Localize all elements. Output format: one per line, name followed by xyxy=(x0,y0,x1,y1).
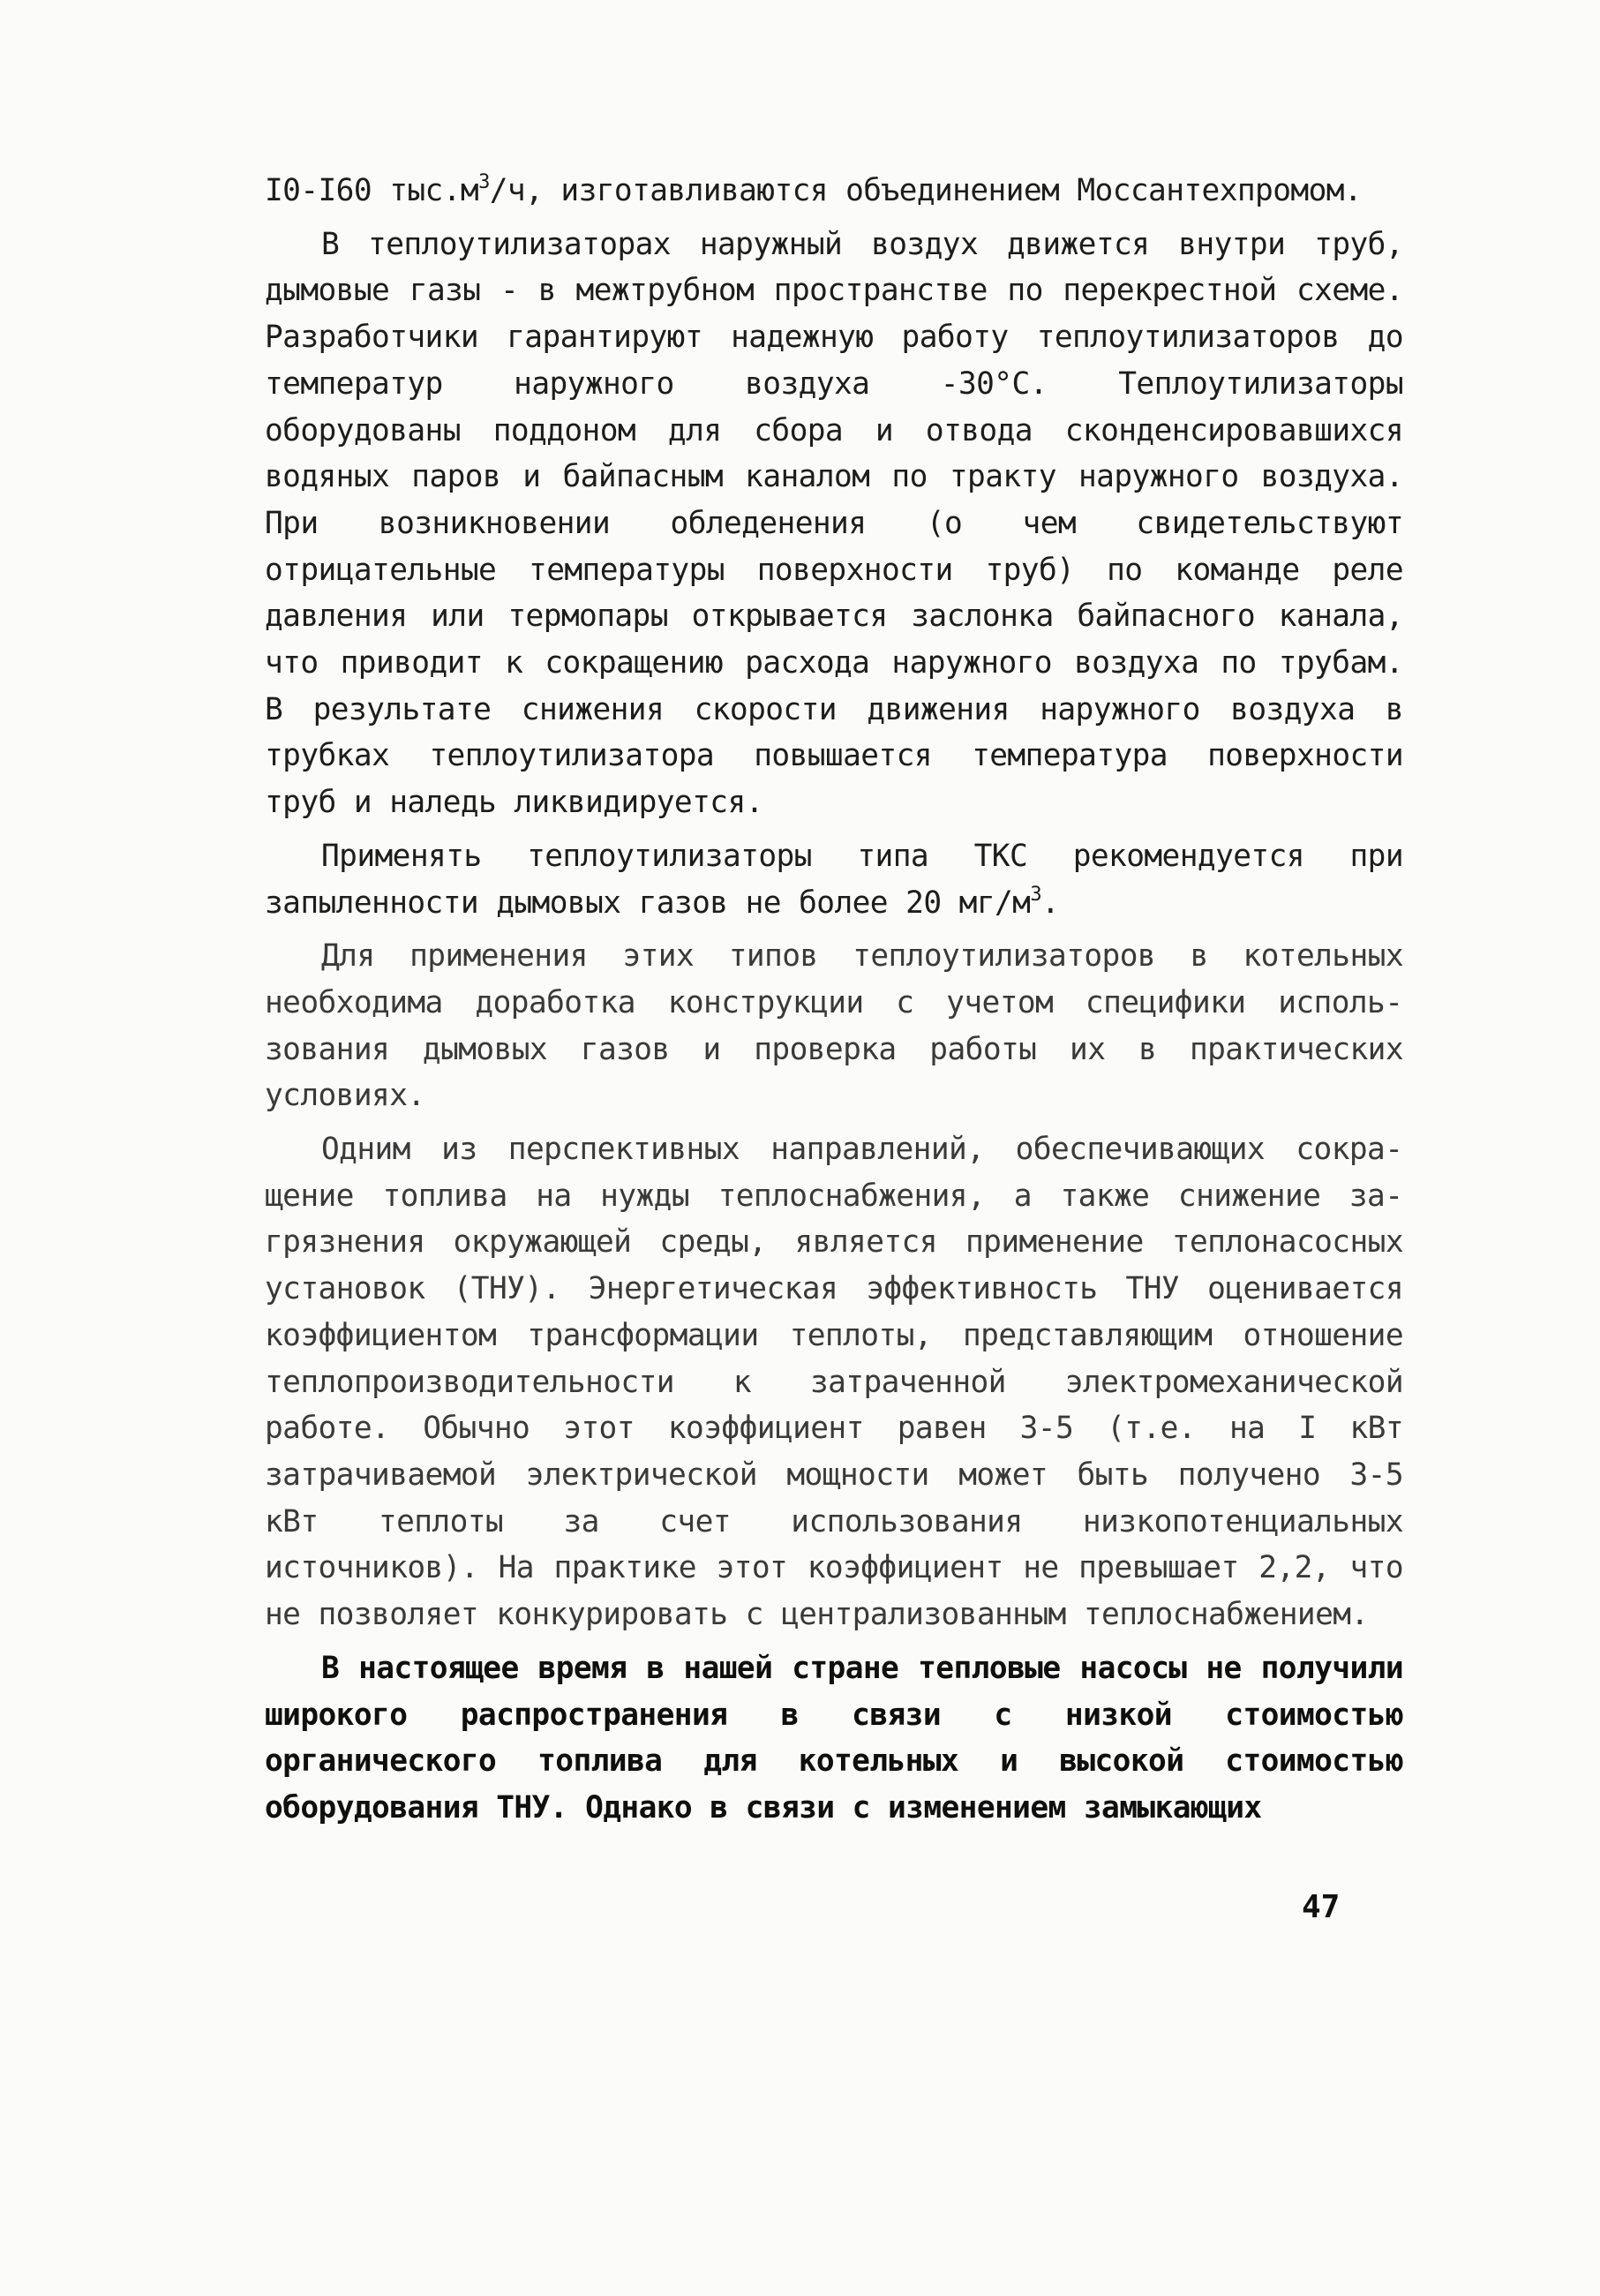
superscript-cubed: 3 xyxy=(1030,883,1041,906)
paragraph-text: /ч, изготавливаются объединением Моссантехпромом. xyxy=(489,173,1363,208)
paragraph-text: I0-I60 тыс.м xyxy=(265,173,479,208)
paragraph-tks-dust-limit xyxy=(265,833,1403,926)
paragraph-heat-pump-units: Одним из перспективных направлений, обеспечивающих сокращение топлива на нужды теплоснабжения, а также снижение загрязнения окружающей среды, является применение теплонасосных установок (ТНУ). Энергетическая эффективность ТНУ оценивается коэффициентом трансформации теплоты, представляющим отношение теплопроизводительности к затраченной электромеханической работе. Обычно этот коэффициент равен 3-5 (т.е. на I кВт затрачиваемой электрической мощности может быть получено 3-5 кВт теплоты за счет использования низкопотенциальных источников). На практике этот коэффициент не превышает 2,2, что не позволяет конкурировать с централизованным теплоснабжением. xyxy=(265,1132,1403,1633)
paragraph-continuation xyxy=(265,168,1403,215)
paragraph-boiler-application: Для применения этих типов теплоутилизаторов в котельных необходима доработка конструкции с учетом специфики использования дымовых газов и проверка работы их в практических условиях. xyxy=(265,938,1403,1114)
paragraph-text: Применять теплоутилизаторы типа ТКС рекомендуется при запыленности дымовых газов не более 20 мг/м xyxy=(265,838,1403,921)
body-text xyxy=(265,168,1403,1839)
page-number: 47 xyxy=(1302,1889,1341,1925)
paragraph-heat-pump-adoption: В настоящее время в нашей стране тепловые насосы не получили широкого распространения в связи с низкой стоимостью органического топлива для котельных и высокой стоимостью оборудования ТНУ. Однако в связи с изменением замыкающих xyxy=(265,1650,1403,1826)
paragraph-heat-recovery-operation: В теплоутилизаторах наружный воздух движется внутри труб, дымовые газы - в межтрубном пространстве по перекрестной схеме. Разработчики гарантируют надежную работу теплоутилизаторов до температур наружного воздуха -30°С. Теплоутилизаторы оборудованы поддоном для сбора и отвода сконденсировавшихся водяных паров и байпасным каналом по тракту наружного воздуха. При возникновении обледенения (о чем свидетельствуют отрицательные температуры поверхности труб) по команде реле давления или термопары открывается заслонка байпасного канала, что приводит к сокращению расхода наружного воздуха по трубам. В результате снижения скорости движения наружного воздуха в трубках теплоутилизатора повышается температура поверхности труб и наледь ликвидируется. xyxy=(265,226,1403,821)
paragraph-text: . xyxy=(1041,885,1060,921)
superscript-cubed: 3 xyxy=(478,171,490,193)
